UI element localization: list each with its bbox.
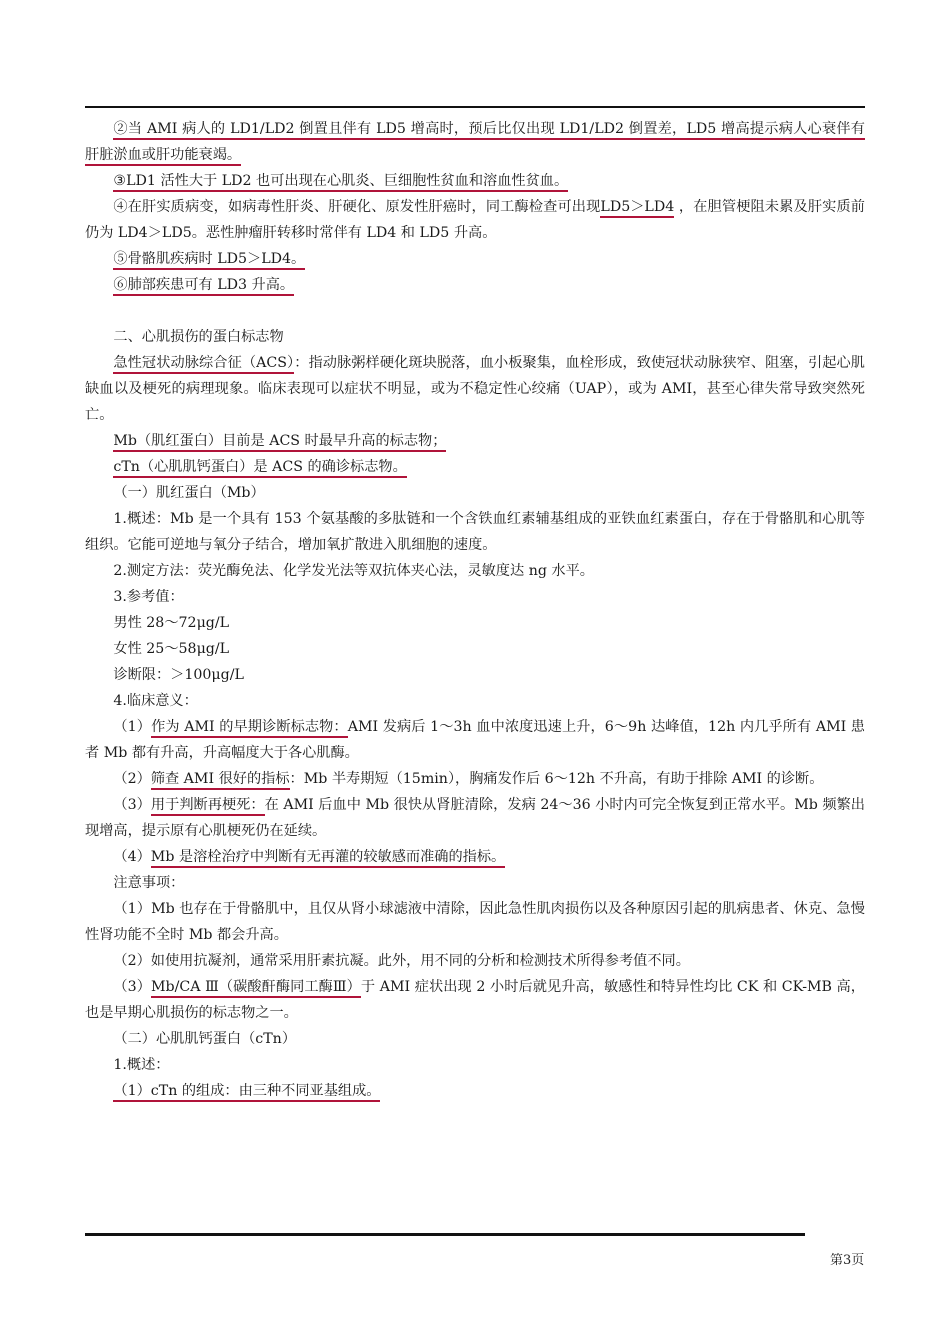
paragraph-ctn-composition [85, 1078, 865, 1104]
highlight: 作为 AMI 的早期诊断标志物： [151, 719, 348, 738]
footer-rule [85, 1233, 805, 1236]
highlight: ⑤骨骼肌疾病时 LD5＞LD4。 [113, 251, 305, 270]
subsection-heading-mb: （一）肌红蛋白（Mb） [113, 485, 265, 501]
highlight: （1）cTn 的组成：由三种不同亚基组成。 [113, 1083, 380, 1102]
section-heading: 二、心肌损伤的蛋白标志物 [113, 329, 284, 345]
paragraph-method: 2.测定方法：荧光酶免法、化学发光法等双抗体夹心法，灵敏度达 ng 水平。 [113, 563, 594, 579]
highlight: Mb（肌红蛋白）目前是 ACS 时最早升高的标志物； [113, 433, 446, 452]
note-item-3: （3）Mb/CA Ⅲ（碳酸酐酶同工酶Ⅲ）于 AMI 症状出现 2 小时后就见升高，敏感性和特异性均比 CK 和 CK-MB 高，也是早期心肌损伤的标志物之一。 [85, 979, 865, 1021]
highlight: cTn（心肌肌钙蛋白）是 ACS 的确诊标志物。 [113, 459, 406, 478]
document-body [85, 116, 865, 1104]
paragraph-liver: ④在肝实质病变，如病毒性肝炎、肝硬化、原发性肝癌时，同工酶检查可出现LD5＞LD4 ，在胆管梗阻未累及肝实质前仍为 LD4＞LD5。恶性肿瘤肝转移时常伴有 LD4 和 LD5 升高。 [85, 199, 865, 241]
highlight: Mb 是溶栓治疗中判断有无再灌的较敏感而准确的指标。 [151, 849, 505, 868]
subsection-heading-ctn: （二）心肌肌钙蛋白（cTn） [113, 1031, 297, 1047]
paragraph-ld5-prognosis [85, 116, 865, 168]
paragraph-mb-early [85, 428, 865, 454]
paragraph-acs: 急性冠状动脉综合征（ACS）：指动脉粥样硬化斑块脱落，血小板聚集，血栓形成，致使冠状动脉狭窄、阻塞，引起心肌缺血以及梗死的病理现象。临床表现可以症状不明显，或为不稳定性心绞痛（UAP），或为 AMI，甚至心律失常导致突然死亡。 [85, 355, 865, 423]
page-number: 第3页 [830, 1253, 865, 1268]
paragraph-skeletal [85, 246, 865, 272]
paragraph-ctn-overview: 1.概述： [113, 1057, 170, 1073]
paragraph-overview: 1.概述：Mb 是一个具有 153 个氨基酸的多肽链和一个含铁血红素辅基组成的亚铁血红素蛋白，存在于骨骼肌和心肌等组织。它能可逆地与氧分子结合，增加氧扩散进入肌细胞的速度。 [85, 511, 865, 553]
reference-female: 女性 25～58μg/L [113, 641, 230, 657]
highlight: ③LD1 活性大于 LD2 也可出现在心肌炎、巨细胞性贫血和溶血性贫血。 [113, 173, 568, 192]
reference-limit: 诊断限：＞100μg/L [113, 667, 244, 683]
highlight: ⑥肺部疾患可有 LD3 升高。 [113, 277, 294, 296]
clinical-item-3: （3）用于判断再梗死：在 AMI 后血中 Mb 很快从肾脏清除，发病 24～36 小时内可完全恢复到正常水平。Mb 频繁出现增高，提示原有心肌梗死仍在延续。 [85, 797, 865, 839]
clinical-item-4: （4）Mb 是溶栓治疗中判断有无再灌的较敏感而准确的指标。 [85, 844, 865, 870]
paragraph-clinical: 4.临床意义： [113, 693, 198, 709]
highlight: ②当 AMI 病人的 LD1/LD2 倒置且伴有 LD5 增高时，预后比仅出现 LD1/LD2 倒置差，LD5 增高提示病人心衰伴有肝脏淤血或肝功能衰竭。 [85, 121, 865, 166]
highlight: 急性冠状动脉综合征（ACS） [113, 355, 294, 374]
paragraph-reference: 3.参考值： [113, 589, 184, 605]
paragraph-ld1-ld2 [85, 168, 865, 194]
paragraph-ctn-diagnosis [85, 454, 865, 480]
note-item-2: （2）如使用抗凝剂，通常采用肝素抗凝。此外，用不同的分析和检测技术所得参考值不同。 [113, 953, 690, 969]
note-item-1: （1）Mb 也存在于骨骼肌中，且仅从肾小球滤液中清除，因此急性肌肉损伤以及各种原因引起的肌病患者、休克、急慢性肾功能不全时 Mb 都会升高。 [85, 901, 865, 943]
paragraph-lung [85, 272, 865, 298]
clinical-item-2: （2）筛查 AMI 很好的指标：Mb 半寿期短（15min），胸痛发作后 6～12h 不升高，有助于排除 AMI 的诊断。 [85, 766, 865, 792]
highlight: Mb/CA Ⅲ（碳酸酐酶同工酶Ⅲ） [151, 979, 361, 998]
header-rule [85, 106, 865, 108]
notes-heading: 注意事项： [113, 875, 185, 891]
clinical-item-1: （1）作为 AMI 的早期诊断标志物：AMI 发病后 1～3h 血中浓度迅速上升，6～9h 达峰值，12h 内几乎所有 AMI 患者 Mb 都有升高，升高幅度大于各心肌酶。 [85, 719, 865, 761]
highlight: 用于判断再梗死： [151, 797, 265, 816]
highlight: 筛查 AMI 很好的指标 [151, 771, 290, 790]
highlight: LD5＞LD4 [600, 199, 674, 218]
reference-male: 男性 28～72μg/L [113, 615, 230, 631]
